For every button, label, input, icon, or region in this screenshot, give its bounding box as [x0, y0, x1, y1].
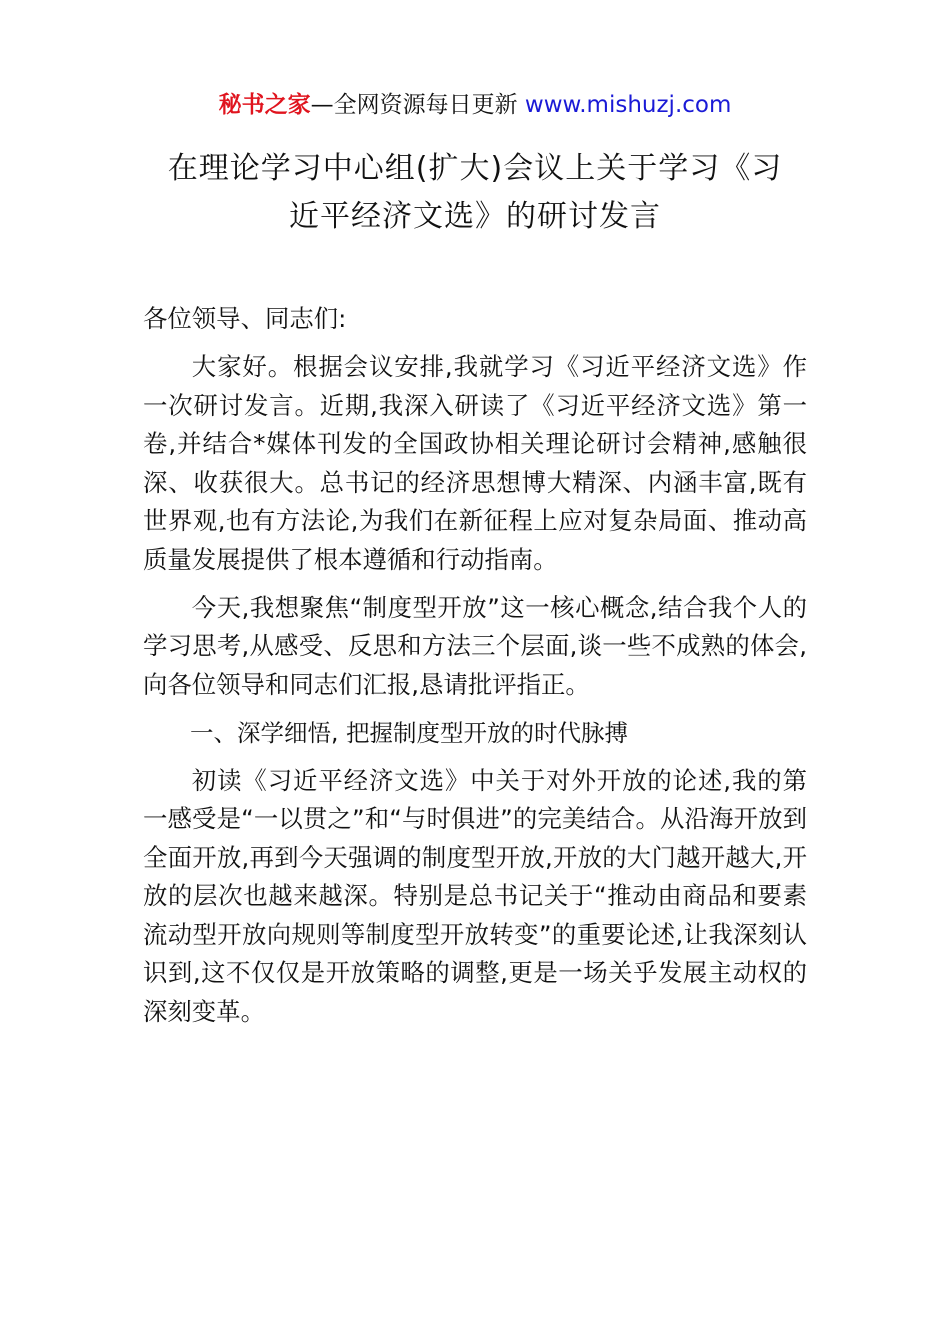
document-body [143, 300, 807, 1041]
site-header [0, 88, 950, 122]
header-tagline: —全网资源每日更新 [310, 92, 518, 118]
brand-name: 秘书之家 [218, 92, 311, 118]
section-heading-1: 一、深学细悟, 把握制度型开放的时代脉搏 [190, 718, 628, 747]
salutation: 各位领导、同志们: [143, 304, 347, 333]
paragraph-focus: 今天,我想聚焦“制度型开放”这一核心概念,结合我个人的学习思考,从感受、反思和方法三个层面,谈一些不成熟的体会,向各位领导和同志们汇报,恳请批评指正。 [143, 592, 807, 699]
site-url-link[interactable]: www.mishuzj.com [524, 92, 732, 118]
paragraph-section-1: 初读《习近平经济文选》中关于对外开放的论述,我的第一感受是“一以贯之”和“与时俱进”的完美结合。从沿海开放到全面开放,再到今天强调的制度型开放,开放的大门越开越大,开放的层次也越来越深。特别是总书记关于“推动由商品和要素流动型开放向规则等制度型开放转变”的重要论述,让我深刻认识到,这不仅仅是开放策略的调整,更是一场关乎发展主动权的深刻变革。 [143, 765, 807, 1026]
title-line-1: 在理论学习中心组(扩大)会议上关于学习《习 [167, 151, 783, 186]
paragraph-intro: 大家好。根据会议安排,我就学习《习近平经济文选》作一次研讨发言。近期,我深入研读了《习近平经济文选》第一卷,并结合*媒体刊发的全国政协相关理论研讨会精神,感触很深、收获很大。总书记的经济思想博大精深、内涵丰富,既有世界观,也有方法论,为我们在新征程上应对复杂局面、推动高质量发展提供了根本遵循和行动指南。 [143, 352, 807, 574]
title-line-2: 近平经济文选》的研讨发言 [289, 199, 661, 234]
document-title [140, 145, 810, 241]
